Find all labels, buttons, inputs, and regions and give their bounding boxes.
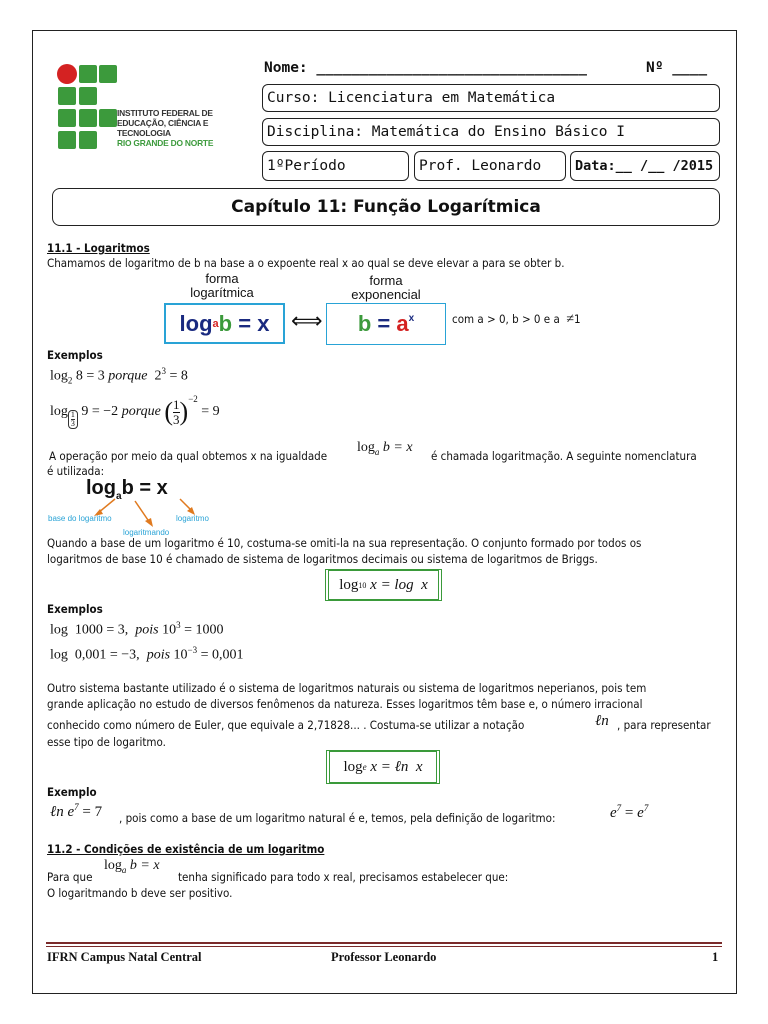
label-base-do-logaritmo: base do logaritmo [48, 514, 112, 523]
date-box[interactable]: Data:__ /__ /2015 [570, 151, 720, 181]
footer-rule [46, 942, 722, 944]
examples-label: Exemplos [47, 348, 103, 362]
inline-formula: $\log_a b = x$ [357, 440, 413, 457]
label-logaritmo: logaritmo [176, 514, 209, 523]
section-heading-logaritmos: 11.1 - Logaritmos [47, 241, 150, 255]
label-logaritmando: logaritmando [123, 528, 170, 537]
decimal-text: Quando a base de um logaritmo é 10, costuma-se omiti-la na sua representação. O conjunto formado por todos os logaritmos de base 10 é chamado de sistema de logaritmos decimais ou sistema de logaritmos de Briggs. [47, 536, 642, 566]
example-4: log 0,001 = −3, pois $10^{-3} = 0,001$ [50, 645, 244, 663]
definition-text: Chamamos de logaritmo de b na base a o expoente real x ao qual se deve elevar a para se obter b. [47, 256, 565, 270]
operation-text: A operação por meio da qual obtemos x na igualdade [49, 449, 328, 463]
condition-text: com a > 0, b > 0 e a ≠1 [452, 312, 581, 327]
natural-formula-box: log e x = ℓn x [326, 750, 440, 784]
chapter-title: Capítulo 11: Função Logarítmica [52, 188, 720, 226]
course-box: Curso: Licenciatura em Matemática [262, 84, 720, 112]
footer-professor: Professor Leonardo [331, 950, 437, 964]
example-5-rhs: $e^7 = e^7$ [610, 803, 649, 821]
logo-institution: INSTITUTO FEDERAL DE EDUCAÇÃO, CIÊNCIA E TECNOLOGIA RIO GRANDE DO NORTE [117, 108, 214, 148]
decimal-formula-box: log 10 x = log x [325, 569, 442, 601]
nomenclature-formula: $\log_ab = x$ [86, 477, 168, 502]
page-number: 1 [712, 950, 719, 964]
professor-box: Prof. Leonardo [414, 151, 566, 181]
discipline-box: Disciplina: Matemática do Ensino Básico I [262, 118, 720, 146]
footer-campus: IFRN Campus Natal Central [47, 950, 202, 964]
example-label: Exemplo [47, 785, 97, 799]
forma-logaritmica-label: forma logarítmica [190, 271, 254, 300]
example-5: ℓn $e^7 = 7$ [50, 802, 103, 820]
natural-log-text: Outro sistema bastante utilizado é o sistema de logaritmos naturais ou sistema de logaritmos neperianos, pois tem grande aplicação no estudo de diversos fenômenos da natureza. Esses logaritmos têm base e, o número irracional [47, 681, 647, 711]
logo-red-dot [57, 64, 77, 84]
number-field[interactable]: Nº ____ [646, 60, 708, 76]
example-2: log 1 3 9 = −2 porque ( 1 3 ) $^{-2}$ = 9 [50, 394, 220, 428]
name-field[interactable]: Nome: _______________________________ [264, 60, 588, 76]
inline-formula-2: $\log_a b = x$ [104, 858, 160, 875]
equivalence-arrow-icon: ⟺ [291, 309, 323, 334]
log-form-box: log a b = x [164, 303, 285, 344]
examples2-label: Exemplos [47, 602, 103, 616]
example-1: $\log_2 8 = 3$ porque $2^3 = 8$ [50, 366, 188, 386]
exp-form-box: b = a $^x$ [326, 303, 446, 345]
ln-notation: ℓn [595, 713, 609, 729]
example-3: log 1000 = 3, pois $10^3 = 1000$ [50, 620, 224, 638]
section-heading-condicoes: 11.2 - Condições de existência de um logaritmo [47, 842, 325, 856]
period-box: 1ºPeríodo [262, 151, 409, 181]
forma-exponencial-label: forma exponencial [351, 273, 421, 302]
